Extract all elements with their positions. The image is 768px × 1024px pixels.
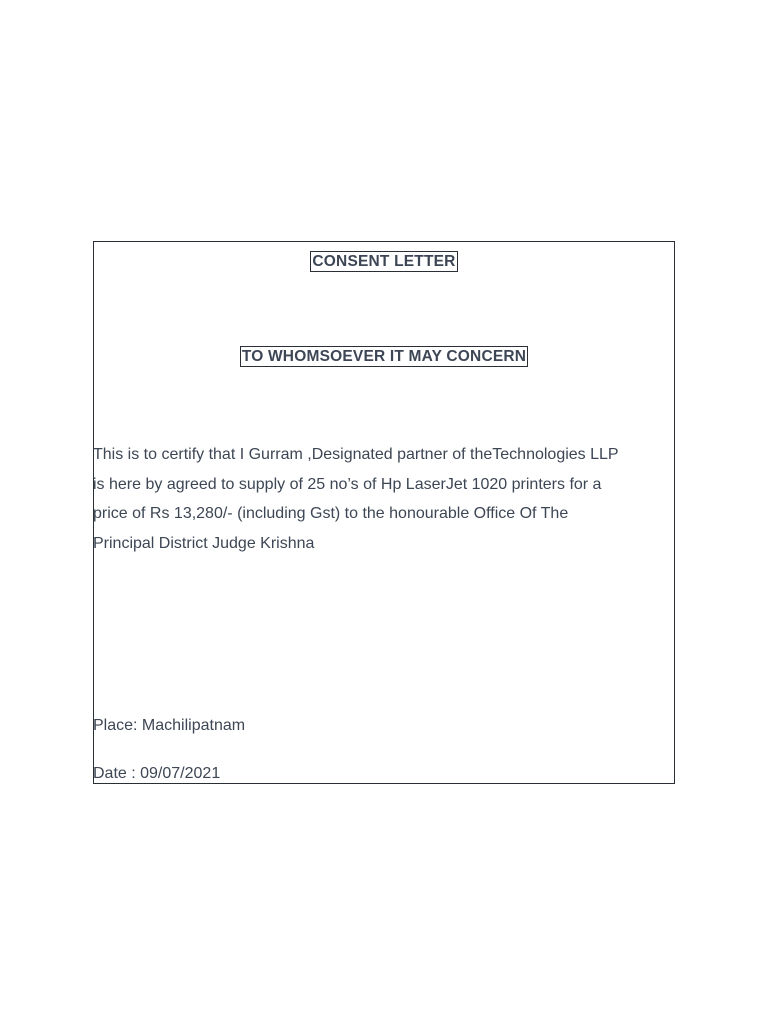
letter-salutation	[94, 346, 674, 367]
letter-salutation-text: TO WHOMSOEVER IT MAY CONCERN	[241, 348, 527, 365]
consent-letter-frame	[93, 241, 675, 784]
letter-body	[93, 440, 671, 558]
letter-body-line: price of Rs 13,280/- (including Gst) to the honourable Office Of The	[93, 505, 569, 522]
letter-body-line: This is to certify that I Gurram ,Designated partner of theTechnologies LLP	[93, 446, 619, 463]
letter-title	[94, 251, 674, 272]
letter-body-line: Principal District Judge Krishna	[93, 534, 315, 552]
letter-title-text: CONSENT LETTER	[312, 253, 456, 270]
letter-body-line: is here by agreed to supply of 25 no’s of Hp LaserJet 1020 printers for a	[93, 475, 602, 493]
letter-place: Place: Machilipatnam	[93, 717, 246, 734]
letter-date: Date : 09/07/2021	[93, 765, 221, 782]
